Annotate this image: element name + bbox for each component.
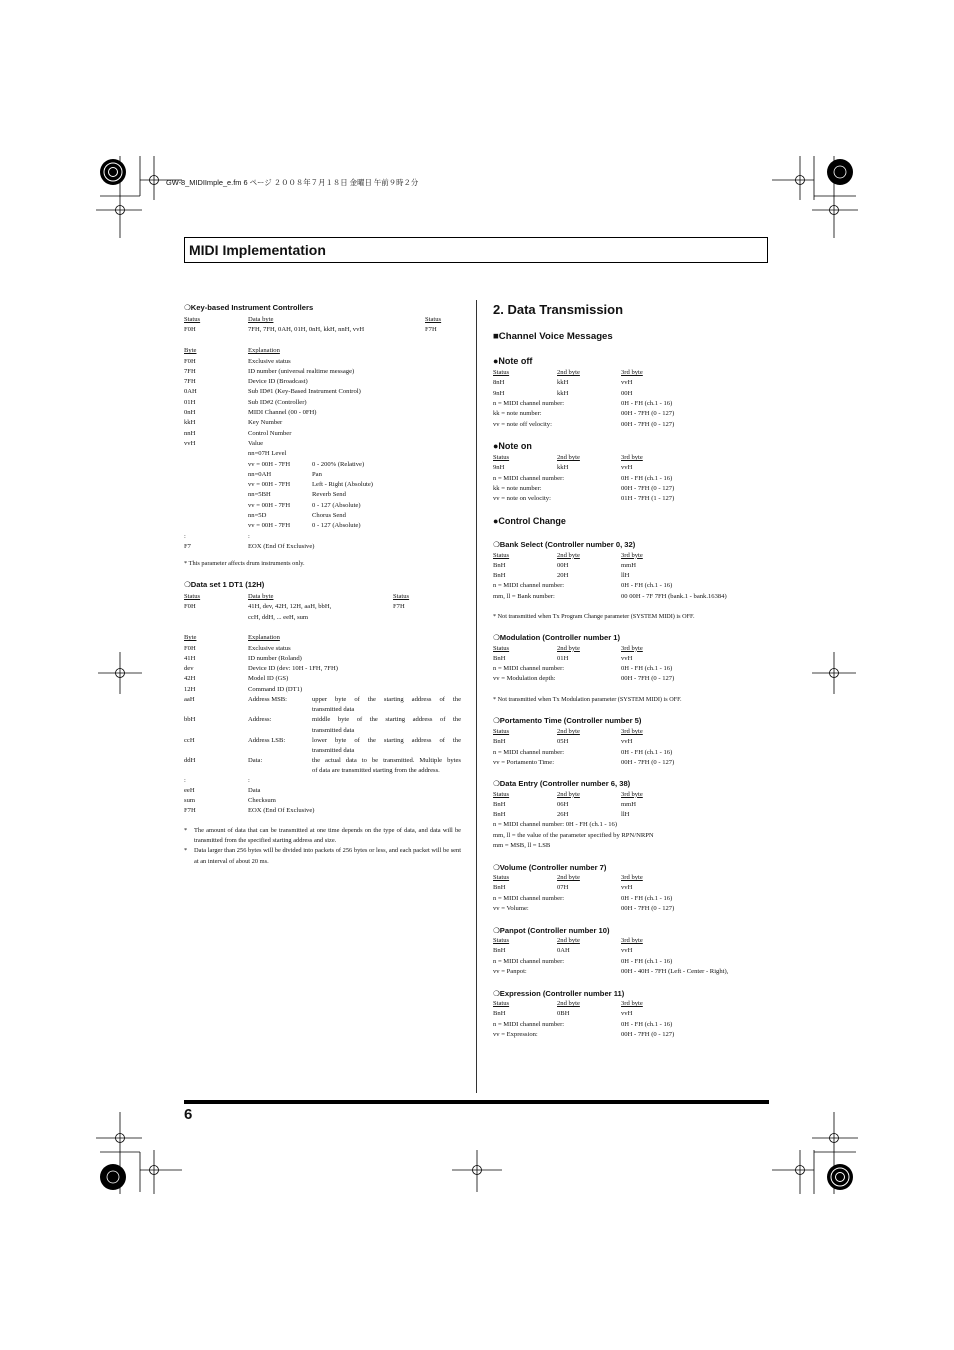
definition-term: n = MIDI channel number: [493,1020,565,1028]
column-divider [476,300,477,1093]
definition-term: mm, ll = Bank number: [493,592,555,600]
cell: 9nH [493,464,505,472]
col-header: 2nd byte [557,1000,580,1007]
col-header: 3rd byte [621,551,643,559]
cell: 0BH [557,1010,570,1018]
definition-term: vv = Panpot: [493,967,527,975]
cell: F0H [184,326,196,333]
volume-heading: ❍Volume (Controller number 7) [493,863,607,872]
cell: Data: [248,756,263,764]
definition-value: 0H - FH (ch.1 - 16) [621,748,673,756]
cell: BnH [493,738,506,746]
cell: kkH [557,464,569,472]
cell: transmitted data [312,706,355,714]
definition-term: n = MIDI channel number: [493,894,565,902]
col-header: 3rd byte [621,937,643,944]
cell: F0H [184,357,196,365]
cell: lower byte of the starting address of the [312,736,461,744]
col-header: 3rd byte [621,728,643,735]
definition-value: 00H - 7FH (0 - 127) [621,904,675,912]
col-header: 3rd byte [621,1000,643,1007]
cell: Command ID (DT1) [248,685,303,693]
cell: middle byte of the starting address of the [312,716,461,724]
cell: 0AH [557,947,570,955]
col-header: Status [493,874,510,881]
cell: transmitted data [312,726,355,734]
cell: Pan [312,470,322,478]
col-header: 3rd byte [621,644,643,652]
cell: EOX (End Of Exclusive) [248,542,315,550]
cell: Exclusive status [248,357,291,365]
definition-value: 00H - 7FH (0 - 127) [621,410,675,418]
definition-term: vv = note on velocity: [493,495,551,503]
cell: llH [621,811,630,819]
key-based-heading: ❍Key-based Instrument Controllers [184,303,314,312]
cell: Left - Right (Absolute) [312,481,373,489]
cell: BnH [493,654,506,662]
col-header: Status [393,593,410,600]
cell: mmH [621,800,637,808]
cell: : [184,776,186,784]
definition-value: 01H - 7FH (1 - 127) [621,495,675,503]
definition-term: n = MIDI channel number: [493,665,565,673]
dt1-note [184,846,461,866]
panpot-heading: ❍Panpot (Controller number 10) [493,926,610,935]
note-text: The amount of data that can be transmitted at one time depends on the type of data, and data will be transmitted from the specified starting address and size. [194,827,461,845]
col-header: Status [493,454,510,461]
cell: 41H, dev, 42H, 12H, aaH, bbH, [248,603,332,610]
definition-value: 0H - FH (ch.1 - 16) [621,1020,673,1028]
key-based-note: * This parameter affects drum instruments only. [184,560,305,567]
cell: mmH [621,561,637,569]
cell: vvH [621,738,633,746]
definition-value: 00H - 40H - 7FH (Left - Center - Right), [621,967,729,975]
data-entry-heading: ❍Data Entry (Controller number 6, 38) [493,779,631,788]
cell: vv = 00H - 7FH [248,522,291,530]
cell: EOX (End Of Exclusive) [248,807,315,815]
cell: vvH [621,947,633,955]
cell: 20H [557,572,569,580]
cell: BnH [493,800,506,808]
definition-term: n = MIDI channel number: [493,474,565,482]
definition-value: 00H - 7FH (0 - 127) [621,484,675,492]
definition-value: 00H - 7FH (0 - 127) [621,420,675,428]
note-text: Data larger than 256 bytes will be divided into packets of 256 bytes or less, and each packet will be sent at an interval of about 20 ms. [194,847,461,865]
cell: nn=5D [248,512,267,519]
cell: 0nH [184,409,196,416]
col-header: Status [425,316,442,323]
cell: Reverb Send [312,491,346,499]
cell: Chorus Send [312,512,346,519]
cell: BnH [493,811,506,819]
col-header: Status [493,551,510,559]
definition-value: 0H - FH (ch.1 - 16) [621,474,673,482]
cell: 7FH, 7FH, 0AH, 01H, 0nH, kkH, nnH, vvH [248,326,365,333]
cell: vvH [621,654,633,662]
cell: nnH [184,429,196,437]
cell: 06H [557,800,569,808]
modulation-note: * Not transmitted when Tx Modulation parameter (SYSTEM MIDI) is OFF. [493,696,682,703]
cell: nn=5BH [248,491,271,499]
cell: Sub ID#1 (Key-Based Instrument Control) [248,388,361,396]
cell: F0H [184,603,196,610]
definition-value: 0H - FH (ch.1 - 16) [621,582,673,590]
cell: 01H [184,398,196,406]
cell: : [248,532,250,540]
cell: nn=07H Level [248,450,287,458]
col-header: Data byte [248,316,274,323]
col-header: 3rd byte [621,874,643,881]
definition-term: n = MIDI channel number: [493,399,565,407]
col-header: Status [184,316,201,323]
note-off-heading: ●Note off [493,356,533,366]
cell: nn=0AH [248,470,272,478]
text-line: n = MIDI channel number: 0H - FH (ch.1 - 16) [493,821,618,829]
col-header: Status [493,644,510,652]
cell: 0 - 127 (Absolute) [312,522,361,530]
file-header: GW-8_MIDIImple_e.fm 6 ページ ２００８年７月１８日 金曜日 午前９時２分 [166,178,419,187]
cell: eeH [184,786,195,794]
definition-value: 0H - FH (ch.1 - 16) [621,399,673,407]
col-header: Status [493,790,510,798]
cell: kkH [557,389,569,397]
definition-term: vv = Volume: [493,904,529,912]
cell: BnH [493,561,506,569]
cell: bbH [184,716,196,724]
dt1-heading: ❍Data set 1 DT1 (12H) [184,580,265,589]
cell: vv = 00H - 7FH [248,460,291,468]
definition-term: kk = note number: [493,410,542,418]
col-header: Status [493,728,510,735]
definition-value: 0H - FH (ch.1 - 16) [621,665,673,673]
col-header: 3rd byte [621,454,643,461]
cell: : [248,776,250,784]
definition-term: n = MIDI channel number: [493,957,565,965]
definition-value: 00 00H - 7F 7FH (bank.1 - bank.16384) [621,592,727,600]
cell: vvH [621,884,633,892]
cell: 07H [557,884,569,892]
col-header: Status [493,1000,510,1007]
col-header: Byte [184,347,197,354]
definition-term: vv = note off velocity: [493,420,552,428]
cell: F0H [184,644,196,652]
col-header: 2nd byte [557,937,580,944]
cell: 26H [557,811,569,819]
cell: aaH [184,696,195,703]
modulation-heading: ❍Modulation (Controller number 1) [493,633,621,642]
cell: 9nH [493,389,505,397]
cell: Key Number [248,419,283,427]
dt1-notes [184,826,462,867]
definition-value: 00H - 7FH (0 - 127) [621,675,675,683]
cell: Checksum [248,797,276,805]
col-header: 2nd byte [557,728,580,735]
definition-term: kk = note number: [493,484,542,492]
cell: 00H [557,561,569,569]
col-header: 2nd byte [557,644,580,652]
cell: 7FH [184,378,196,386]
cell: kkH [184,419,196,427]
bank-select-note: * Not transmitted when Tx Program Change parameter (SYSTEM MIDI) is OFF. [493,613,695,620]
definition-term: n = MIDI channel number: [493,582,565,590]
cell: the actual data to be transmitted. Multiple bytes [312,756,461,764]
cell: ccH [184,736,195,744]
cell: ID number (Roland) [248,654,302,662]
cell: BnH [493,572,506,580]
cell: vvH [621,379,633,387]
cell: Data [248,786,261,794]
cell: 0 - 127 (Absolute) [312,501,361,509]
definition-value: 0H - FH (ch.1 - 16) [621,894,673,902]
cell: BnH [493,884,506,892]
col-header: 3rd byte [621,790,643,798]
definition-value: 00H - 7FH (0 - 127) [621,1030,675,1038]
col-header: 2nd byte [557,454,580,461]
cell: dev [184,665,194,673]
cell: of data are transmitted starting from the address. [312,767,440,775]
footer-rule [184,1100,769,1104]
cell: vvH [621,1010,633,1018]
cell: 0 - 200% (Relative) [312,460,365,468]
col-header: Status [184,593,201,600]
col-header: Data byte [248,593,274,600]
cell: Address MSB: [248,696,288,703]
dt1-note [184,826,461,846]
col-header: 2nd byte [557,874,580,881]
cell: upper byte of the starting address of the [312,696,461,703]
definition-value: 0H - FH (ch.1 - 16) [621,957,673,965]
portamento-heading: ❍Portamento Time (Controller number 5) [493,716,642,725]
cell: F7H [425,326,437,333]
cell: Exclusive status [248,644,291,652]
cell: F7H [184,807,196,815]
cell: 01H [557,654,569,662]
col-header: 2nd byte [557,551,580,559]
cell: 8nH [493,379,505,387]
cell: vvH [184,439,196,447]
section-title-box [184,237,768,263]
cell: ccH, ddH, ... eeH, sum [248,613,309,621]
cell: vv = 00H - 7FH [248,481,291,489]
cell: Control Number [248,429,292,437]
page-number: 6 [184,1106,193,1123]
expression-heading: ❍Expression (Controller number 11) [493,989,625,998]
cell: kkH [557,379,569,387]
control-change-heading: ●Control Change [493,516,566,526]
col-header: 3rd byte [621,369,643,376]
note-bullet: * [184,847,188,855]
col-header: 2nd byte [557,369,580,376]
text-line: mm, ll = the value of the parameter specified by RPN/NRPN [493,831,654,839]
cell: 41H [184,654,196,662]
col-header: Byte [184,634,197,641]
definition-value: 00H - 7FH (0 - 127) [621,758,675,766]
cell: Device ID (Broadcast) [248,378,308,386]
cell: 0AH [184,388,197,396]
cell: Device ID (dev: 10H - 1FH, 7FH) [248,665,338,673]
cell: Address: [248,716,272,724]
col-header: Status [493,369,510,376]
cell: transmitted data [312,746,355,754]
cell: 00H [621,389,633,397]
cell: MIDI Channel (00 - 0FH) [248,409,317,416]
cell: : [184,532,186,540]
cell: 42H [184,675,196,683]
section-title: MIDI Implementation [189,242,326,258]
text-line: mm = MSB, ll = LSB [493,842,551,849]
subsection-heading: ■Channel Voice Messages [493,331,613,342]
cell: F7 [184,542,191,550]
definition-term: vv = Expression: [493,1030,538,1038]
cell: vvH [621,464,633,472]
col-header: Status [493,937,510,944]
note-bullet: * [184,827,188,834]
cell: Value [248,439,264,447]
cell: ddH [184,756,196,764]
cell: Sub ID#2 (Controller) [248,398,307,406]
cell: llH [621,572,630,580]
cell: 12H [184,685,196,693]
note-on-heading: ●Note on [493,441,532,451]
definition-term: n = MIDI channel number: [493,748,565,756]
col-header: 2nd byte [557,790,580,798]
cell: Model ID (GS) [248,675,289,683]
cell: BnH [493,947,506,955]
cell: F7H [393,603,405,610]
cell: 7FH [184,367,196,375]
cell: sum [184,797,195,805]
cell: 05H [557,738,569,746]
cell: ID number (universal realtime message) [248,367,355,375]
section-heading: 2. Data Transmission [493,302,624,317]
col-header: Explanation [248,634,280,641]
cell: BnH [493,1010,506,1018]
definition-term: vv = Modulation depth: [493,675,556,683]
cell: vv = 00H - 7FH [248,501,291,509]
col-header: Explanation [248,347,280,354]
definition-term: vv = Portamento Time: [493,758,555,766]
cell: Address LSB: [248,736,286,744]
bank-select-heading: ❍Bank Select (Controller number 0, 32) [493,540,636,549]
